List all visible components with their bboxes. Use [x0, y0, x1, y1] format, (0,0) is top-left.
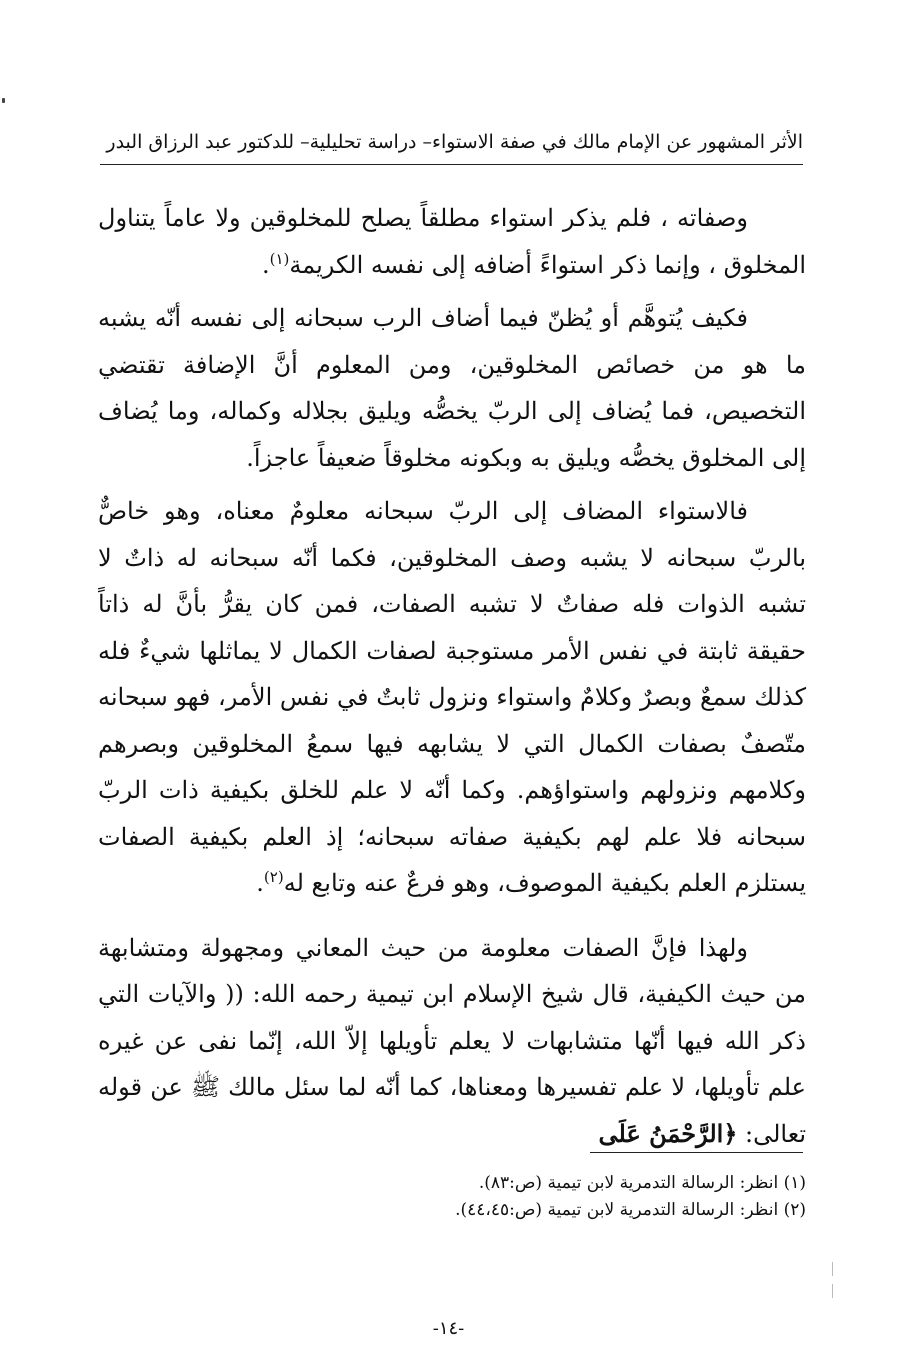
paragraph-4 — [98, 925, 806, 1158]
footnote-1: (١) انظر: الرسالة التدمرية لابن تيمية (ص:٨٣). — [478, 1173, 806, 1193]
footnotes — [98, 1170, 806, 1224]
paragraph-1-tail: . — [261, 250, 270, 279]
header-rule — [100, 164, 803, 165]
running-header: الأثر المشهور عن الإمام مالك في صفة الاستواء– دراسة تحليلية– للدكتور عبد الرزاق البدر — [106, 131, 803, 153]
scan-speck — [2, 98, 5, 103]
body-text — [98, 195, 806, 1157]
page-number: -١٤- — [432, 1318, 465, 1339]
paragraph-3 — [98, 488, 806, 907]
footnote-rule — [590, 1152, 803, 1153]
margin-tick — [832, 1262, 833, 1276]
paragraph-2 — [98, 295, 806, 481]
paragraph-3-tail: . — [256, 869, 264, 897]
paragraph-4-text: ولهذا فإنَّ الصفات معلومة من حيث المعاني ومجهولة ومتشابهة من حيث الكيفية، قال شيخ الإسلام ابن تيمية رحمه الله: (( والآيات التي ذكر الله فيها أنّها متشابهات لا يعلم تأويلها إلاّ الله، إنّما نفى عن غيره علم تأويلها، لا علم تفسيرها ومعناها، كما أنّه لما سئل مالك ﷺ عن قوله تعالى: — [98, 933, 806, 1148]
footnote-ref-1: (١) — [269, 249, 290, 268]
paragraph-2-text: فكيف يُتوهَّم أو يُظنّ فيما أضاف الرب سبحانه إلى نفسه أنّه يشبه ما هو من خصائص المخلوقين، ومن المعلوم أنَّ الإضافة تقتضي التخصيص، فما يُضاف إلى الربّ يخصُّه ويليق بجلاله وكماله، وما يُضاف إلى المخلوق يخصُّه ويليق به وبكونه مخلوقاً ضعيفاً عاجزاً. — [98, 304, 806, 472]
paragraph-1 — [98, 195, 806, 288]
paragraph-1-text: وصفاته ، فلم يذكر استواء مطلقاً يصلح للمخلوقين ولا عاماً يتناول المخلوق ، وإنما ذكر استواءً أضافه إلى نفسه الكريمة — [98, 204, 806, 279]
footnote-ref-2: (٢) — [263, 868, 284, 886]
footnote-2: (٢) انظر: الرسالة التدمرية لابن تيمية (ص:٤٤،٤٥). — [455, 1200, 806, 1220]
quran-verse: ﴿الرَّحْمَنُ عَلَى — [598, 1118, 738, 1148]
margin-tick — [832, 1284, 833, 1298]
paragraph-3-text: فالاستواء المضاف إلى الربّ سبحانه معلومٌ معناه، وهو خاصٌّ بالربّ سبحانه لا يشبه وصف المخلوقين، فكما أنّه سبحانه له ذاتٌ لا تشبه الذوات فله صفاتٌ لا تشبه الصفات، فمن كان يقرُّ بأنَّ له ذاتاً حقيقة ثابتة في نفس الأمر مستوجبة لصفات الكمال لا يماثلها شيءٌ فله كذلك سمعٌ وبصرٌ وكلامٌ واستواء ونزول ثابتٌ في نفس الأمر، فهو سبحانه متّصفٌ بصفات الكمال التي لا يشابهه فيها سمعُ المخلوقين وبصرهم وكلامهم ونزولهم واستواؤهم. وكما أنّه لا علم للخلق بكيفية ذات الربّ سبحانه فلا علم لهم بكيفية صفاته سبحانه؛ إذ العلم بكيفية الصفات يستلزم العلم بكيفية الموصوف، وهو فرعٌ عنه وتابع له — [98, 497, 807, 897]
